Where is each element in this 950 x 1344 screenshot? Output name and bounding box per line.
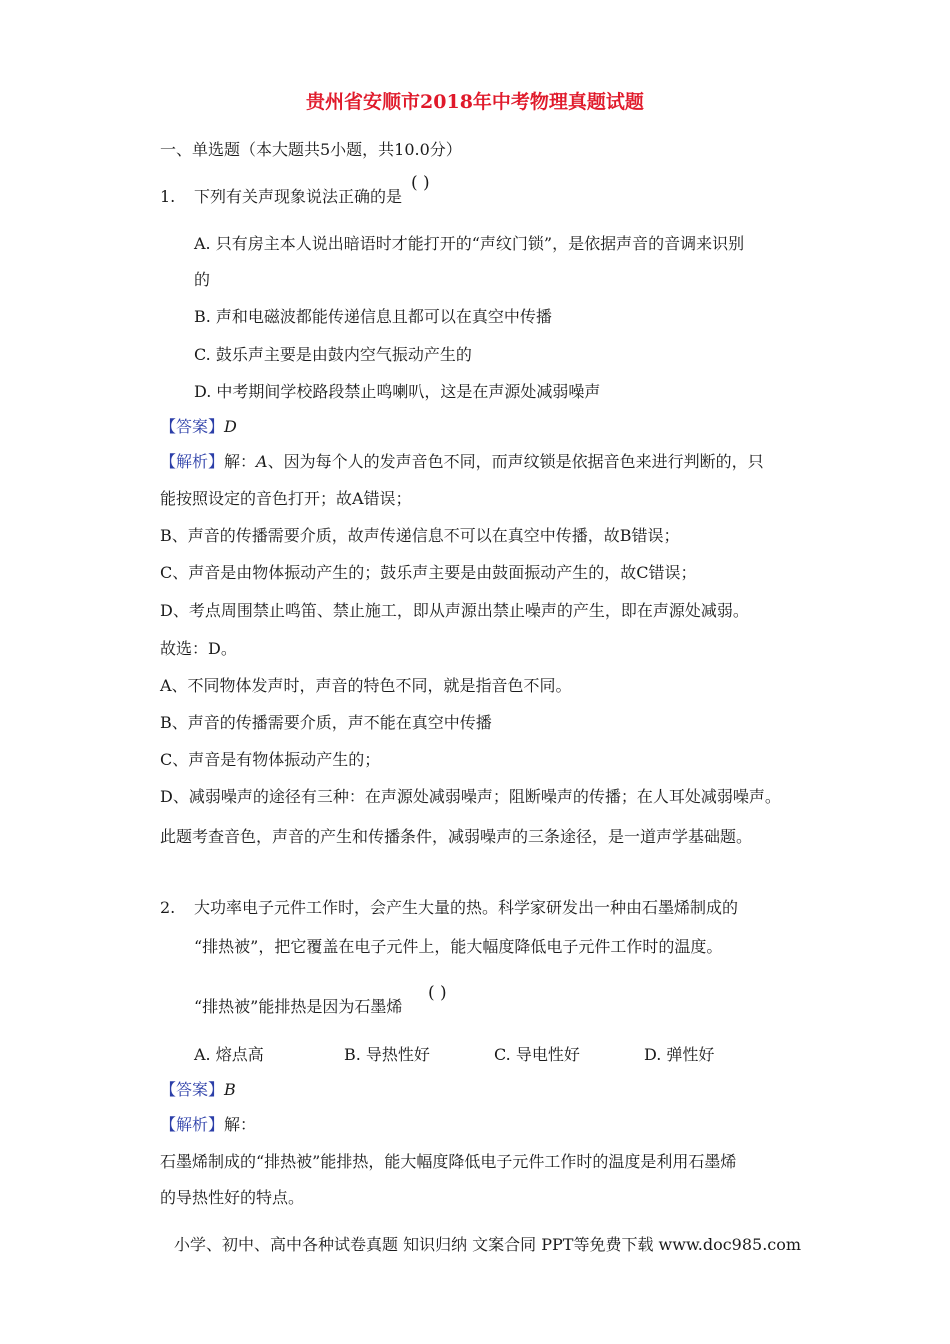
analysis-letter: A <box>256 452 268 471</box>
analysis-line <box>160 1115 256 1135</box>
analysis-line: B、声音的传播需要介质，声不能在真空中传播 <box>160 713 492 732</box>
answer-blank: ( ) <box>411 173 430 193</box>
question-stem-continued: “排热被”能排热是因为石墨烯 <box>194 997 403 1016</box>
question-stem: 下列有关声现象说法正确的是 <box>194 187 403 206</box>
analysis-line: C、声音是有物体振动产生的； <box>160 750 381 769</box>
analysis-line: 故选：D。 <box>160 639 237 658</box>
answer-value: D <box>224 417 237 436</box>
option-b: B. 导热性好 <box>344 1045 430 1064</box>
answer-tag: 【答案】 <box>160 417 225 436</box>
option-c: C. 鼓乐声主要是由鼓内空气振动产生的 <box>194 345 472 364</box>
option-a: A. 只有房主本人说出暗语时才能打开的“声纹门锁”，是依据声音的音调来识别 <box>194 234 745 253</box>
question-number: 2. <box>160 898 176 917</box>
option-d: D. 弹性好 <box>644 1045 715 1064</box>
analysis-line: 石墨烯制成的“排热被”能排热，能大幅度降低电子元件工作时的温度是利用石墨烯 <box>160 1152 737 1171</box>
answer-blank: ( ) <box>428 983 447 1003</box>
page-footer: 小学、初中、高中各种试卷真题 知识归纳 文案合同 PPT等免费下载 www.doc985.com <box>174 1235 802 1254</box>
analysis-line: C、声音是由物体振动产生的；鼓乐声主要是由鼓面振动产生的，故C错误； <box>160 563 697 582</box>
question-number: 1. <box>160 187 176 206</box>
page-title: 贵州省安顺市2018年中考物理真题试题 <box>306 91 644 113</box>
analysis-line: D、减弱噪声的途径有三种：在声源处减弱噪声；阻断噪声的传播；在人耳处减弱噪声。 <box>160 787 781 806</box>
option-a-continued: 的 <box>194 270 211 289</box>
answer-line <box>160 417 237 437</box>
analysis-lead: 解： <box>224 452 257 471</box>
analysis-line <box>160 452 764 472</box>
analysis-text: 、因为每个人的发声音色不同，而声纹锁是依据音色来进行判断的，只 <box>267 452 764 471</box>
answer-line <box>160 1080 236 1100</box>
analysis-line: A、不同物体发声时，声音的特色不同，就是指音色不同。 <box>160 676 572 695</box>
answer-value: B <box>224 1080 236 1099</box>
option-b: B. 声和电磁波都能传递信息且都可以在真空中传播 <box>194 307 552 326</box>
analysis-line: D、考点周围禁止鸣笛、禁止施工，即从声源出禁止噪声的产生，即在声源处减弱。 <box>160 601 749 620</box>
analysis-line: B、声音的传播需要介质，故声传递信息不可以在真空中传播，故B错误； <box>160 526 680 545</box>
analysis-line: 的导热性好的特点。 <box>160 1188 305 1207</box>
analysis-tag: 【解析】 <box>160 1115 225 1134</box>
option-a: A. 熔点高 <box>194 1045 264 1064</box>
analysis-line: 此题考查音色，声音的产生和传播条件，减弱噪声的三条途径，是一道声学基础题。 <box>160 827 753 846</box>
section-heading: 一、单选题（本大题共5小题，共10.0分） <box>160 140 462 159</box>
question-stem-continued: “排热被”，把它覆盖在电子元件上，能大幅度降低电子元件工作时的温度。 <box>194 937 723 956</box>
question-stem: 大功率电子元件工作时，会产生大量的热。科学家研发出一种由石墨烯制成的 <box>194 898 739 917</box>
answer-tag: 【答案】 <box>160 1080 225 1099</box>
option-c: C. 导电性好 <box>494 1045 580 1064</box>
option-d: D. 中考期间学校路段禁止鸣喇叭，这是在声源处减弱噪声 <box>194 382 601 401</box>
analysis-line: 能按照设定的音色打开；故A错误； <box>160 489 412 508</box>
analysis-tag: 【解析】 <box>160 452 225 471</box>
analysis-lead: 解： <box>224 1115 257 1134</box>
